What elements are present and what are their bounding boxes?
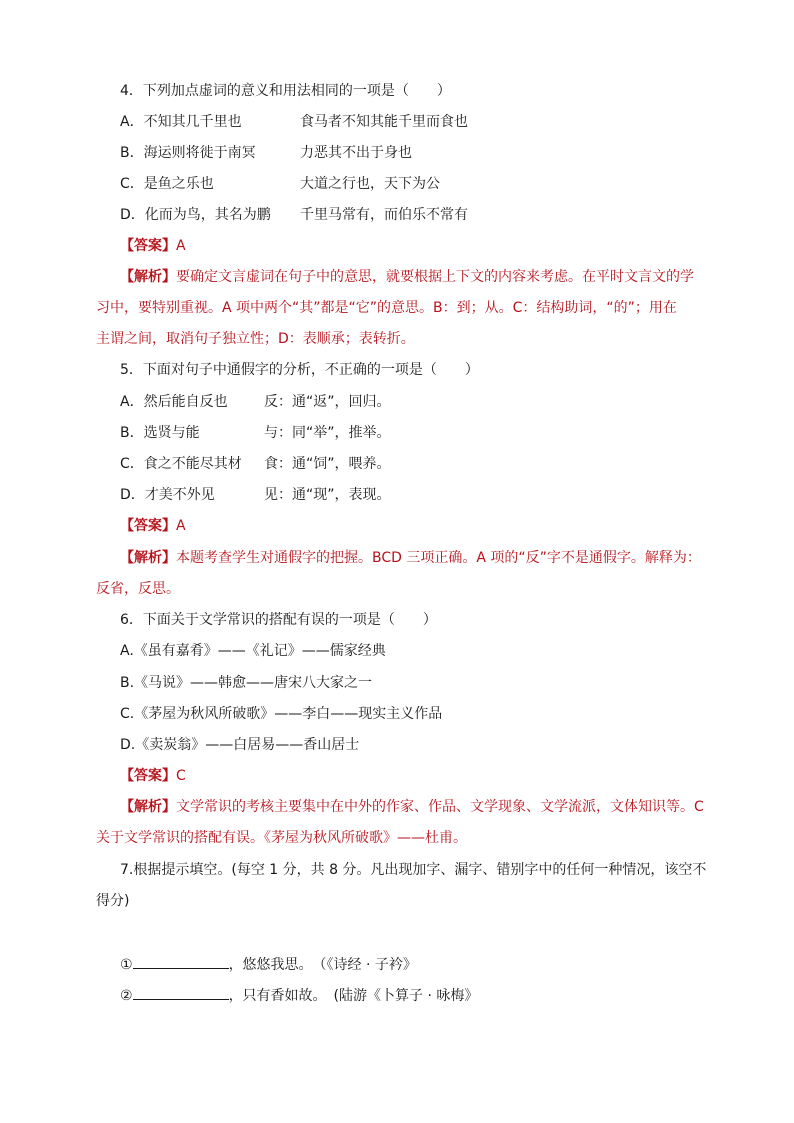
q4-analysis-line-3: 主谓之间，取消句子独立性；D：表顺承；表转折。	[96, 331, 415, 347]
q7-stem-line-2: 得分)	[96, 893, 130, 909]
fill-blank[interactable]	[133, 984, 229, 1000]
q4-option-a	[120, 112, 242, 132]
q5-option-c-right: 食：通“饲”，喂养。	[264, 456, 391, 472]
answer-tag: 【答案】	[120, 768, 176, 784]
q7-item-2	[120, 984, 478, 1006]
analysis-tag: 【解析】	[120, 550, 176, 566]
q4-analysis-line-2: 习中，要特别重视。A 项中两个“其”都是“它”的意思。B：到；从。C：结构助词，“的”；用在	[96, 300, 677, 316]
answer-value: A	[176, 238, 186, 254]
q4-stem: 4．下列加点虚词的意义和用法相同的一项是（ ）	[120, 83, 451, 99]
q5-option-b-left: B．选贤与能	[120, 425, 200, 441]
answer-tag: 【答案】	[120, 238, 176, 254]
answer-tag: 【答案】	[120, 518, 176, 534]
q4-analysis-line-1	[120, 267, 694, 287]
item-number: ①	[120, 957, 133, 973]
q4-answer	[120, 236, 186, 256]
q5-answer	[120, 516, 186, 536]
analysis-text: 要确定文言虚词在句子中的意思，就要根据上下文的内容来考虑。在平时文言文的学	[176, 269, 694, 285]
q5-option-a-left: A．然后能自反也	[120, 394, 228, 410]
q4-option-c-left: C．是鱼之乐也	[120, 176, 214, 192]
q5-option-b-right: 与：同“举”，推举。	[264, 425, 391, 441]
analysis-text: 本题考查学生对通假字的把握。BCD 三项正确。A 项的“反”字不是通假字。解释为：	[176, 550, 701, 566]
q6-analysis-line-1	[120, 797, 704, 817]
analysis-tag: 【解析】	[120, 269, 176, 285]
q6-option-b: B.《马说》——韩愈——唐宋八大家之一	[120, 675, 373, 691]
item-number: ②	[120, 988, 133, 1004]
answer-value: C	[176, 768, 186, 784]
answer-value: A	[176, 518, 186, 534]
q5-analysis-line-1	[120, 548, 701, 568]
q5-option-d-left: D．才美不外见	[120, 487, 215, 503]
q4-option-a-right: 食马者不知其能千里而食也	[300, 114, 468, 130]
q4-option-c-right: 大道之行也，天下为公	[300, 176, 440, 192]
q4-option-b-right: 力恶其不出于身也	[300, 145, 412, 161]
q5-option-a-right: 反：通“返”，回归。	[264, 394, 391, 410]
item-text: ，只有香如故。 (陆游《卜算子 · 咏梅》	[228, 988, 479, 1004]
q6-option-c: C.《茅屋为秋风所破歌》——李白——现实主义作品	[120, 706, 443, 722]
q5-analysis-line-2: 反省，反思。	[96, 581, 180, 597]
q4-option-d-right: 千里马常有，而伯乐不常有	[300, 207, 468, 223]
q7-stem-line-1: 7.根据提示填空。(每空 1 分，共 8 分。凡出现加字、漏字、错别字中的任何一种情况，该空不	[120, 862, 707, 878]
q6-stem: 6．下面关于文学常识的搭配有误的一项是（ ）	[120, 612, 437, 628]
q7-item-1	[120, 953, 417, 975]
fill-blank[interactable]	[133, 953, 229, 969]
q5-option-c-left: C．食之不能尽其材	[120, 456, 242, 472]
analysis-tag: 【解析】	[120, 799, 176, 815]
q4-option-a-left: A．不知其几千里也	[120, 114, 242, 130]
q6-option-d: D.《卖炭翁》——白居易——香山居士	[120, 737, 360, 753]
analysis-text: 文学常识的考核主要集中在中外的作家、作品、文学现象、文学流派，文体知识等。C	[176, 799, 704, 815]
q5-stem: 5．下面对句子中通假字的分析，不正确的一项是（ ）	[120, 362, 479, 378]
q4-option-b-left: B．海运则将徙于南冥	[120, 145, 256, 161]
q4-option-d-left: D．化而为鸟，其名为鹏	[120, 207, 271, 223]
q6-analysis-line-2: 关于文学常识的搭配有误。《茅屋为秋风所破歌》——杜甫。	[96, 830, 467, 846]
item-text: ，悠悠我思。 （《诗经 · 子衿》	[228, 957, 417, 973]
q6-option-a: A.《虽有嘉肴》——《礼记》——儒家经典	[120, 643, 386, 659]
q5-option-d-right: 见：通“现”，表现。	[264, 487, 391, 503]
q6-answer	[120, 766, 186, 786]
